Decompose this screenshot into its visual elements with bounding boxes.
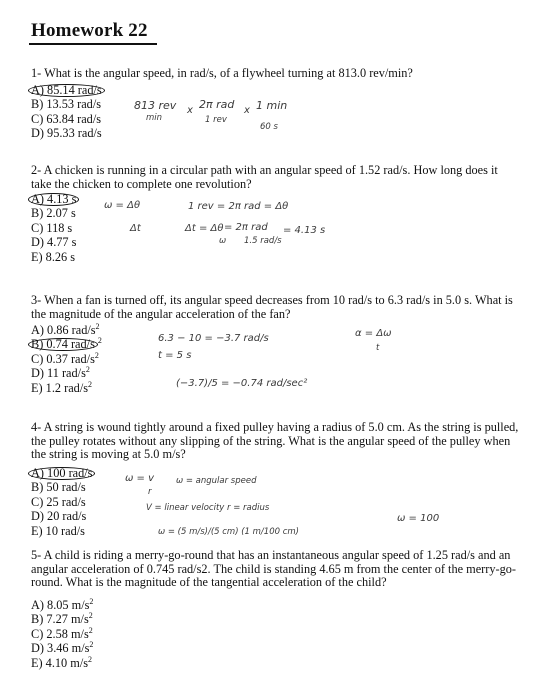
option-c: C) 25 rad/s bbox=[31, 494, 86, 509]
handwritten-note: 60 s bbox=[260, 122, 278, 132]
option-e: E) 4.10 $m/s^2$ bbox=[31, 654, 93, 670]
question-stem: 3- When a fan is turned off, its angular speed decreases from 10 rad/s to 6.3 rad/s in 5.0 s. What is the magnitude of the angular acceleration of the fan? bbox=[31, 293, 513, 321]
option-a: A) 4.13 s bbox=[31, 192, 79, 206]
handwritten-note: Δt bbox=[130, 223, 141, 234]
handwritten-note: ω = Δθ bbox=[104, 200, 141, 211]
option-b: B) 50 rad/s bbox=[31, 480, 86, 495]
question-stem: 2- A chicken is running in a circular path with an angular speed of 1.52 rad/s. How long does it take the chicken to complete one revolution? bbox=[31, 163, 498, 191]
handwritten-note: x bbox=[244, 105, 250, 116]
handwritten-note: 1 rev = 2π rad = Δθ bbox=[188, 201, 289, 212]
question-stem: 4- A string is wound tightly around a fixed pulley having a radius of 5.0 cm. As the string is pulled, the pulley rotates without any slipping of the string. What is the angular speed of the pulley when the string is moving at 5.0 m/s? bbox=[31, 420, 519, 461]
option-b: B) 2.07 s bbox=[31, 206, 76, 221]
option-a: A) 85.14 rad/s bbox=[31, 83, 105, 97]
page-title: Homework 22 bbox=[31, 20, 148, 41]
question-2-options bbox=[31, 192, 79, 264]
handwritten-note: ω bbox=[219, 236, 227, 246]
question-1-options bbox=[31, 83, 105, 141]
handwritten-note: ω = v bbox=[125, 473, 155, 484]
option-d: D) 4.77 s bbox=[31, 235, 77, 250]
handwritten-note: ω = 100 bbox=[397, 513, 440, 524]
handwritten-note: = 4.13 s bbox=[283, 225, 326, 236]
option-c: C) 118 s bbox=[31, 220, 73, 235]
handwritten-note: (−3.7)/5 = −0.74 rad/sec² bbox=[176, 378, 308, 389]
handwritten-note: 813 rev bbox=[134, 99, 177, 112]
handwritten-note: = 2π rad bbox=[224, 222, 268, 233]
option-d: D) 11 rad/$s^2$ bbox=[31, 365, 90, 381]
handwritten-note: 1 min bbox=[256, 99, 288, 112]
option-e: E) 8.26 s bbox=[31, 249, 76, 264]
question-stem: 5- A child is riding a merry-go-round that has an instantaneous angular speed of 1.25 rad/s and an angular acceleration of 0.745 rad/s2. The child is standing 4.65 m from the center of the merry-go-round. What is the magnitude of the tangential acceleration of the child? bbox=[31, 548, 517, 589]
handwritten-note: Δt = Δθ bbox=[185, 223, 224, 234]
option-b: B) 13.53 rad/s bbox=[31, 97, 102, 112]
handwritten-note: r bbox=[148, 487, 152, 497]
question-3-options bbox=[31, 323, 102, 395]
handwritten-note: 6.3 − 10 = −3.7 rad/s bbox=[158, 333, 269, 344]
option-c: C) 0.37 rad/$s^2$ bbox=[31, 350, 99, 366]
question-4 bbox=[31, 421, 521, 462]
handwritten-note: 2π rad bbox=[199, 98, 235, 111]
option-c: C) 63.84 rad/s bbox=[31, 111, 102, 126]
question-3 bbox=[31, 294, 521, 321]
question-2 bbox=[31, 164, 511, 191]
question-4-options bbox=[31, 466, 95, 538]
option-b: B) 0.74 rad/s $^2$ bbox=[31, 337, 102, 351]
option-e: E) 10 rad/s bbox=[31, 523, 85, 538]
option-d: D) 3.46 $m/s^2$ bbox=[31, 640, 94, 656]
option-d: D) 95.33 rad/s bbox=[31, 126, 102, 141]
option-a: A) 100 rad/s bbox=[31, 466, 95, 480]
handwritten-note: V = linear velocity r = radius bbox=[146, 503, 270, 513]
question-stem: 1- What is the angular speed, in rad/s, of a flywheel turning at 813.0 rev/min? bbox=[31, 66, 413, 80]
handwritten-note: x bbox=[187, 105, 193, 116]
handwritten-note: t = 5 s bbox=[158, 350, 192, 361]
handwritten-note: ω = (5 m/s)/(5 cm) (1 m/100 cm) bbox=[158, 527, 299, 537]
option-c: C) 2.58 $m/s^2$ bbox=[31, 625, 93, 641]
option-a: A) 0.86 rad/$s^2$ bbox=[31, 321, 100, 337]
option-d: D) 20 rad/s bbox=[31, 509, 87, 524]
option-e: E) 1.2 rad/$s^2$ bbox=[31, 379, 93, 395]
option-a: A) 8.05 $m/s^2$ bbox=[31, 596, 94, 612]
handwritten-note: t bbox=[376, 343, 380, 353]
question-5-options bbox=[31, 598, 93, 670]
handwritten-note: 1 rev bbox=[205, 115, 227, 125]
handwritten-note: 1.5 rad/s bbox=[244, 236, 282, 246]
question-1 bbox=[31, 67, 501, 81]
option-b: B) 7.27 $m/s^2$ bbox=[31, 611, 93, 627]
handwritten-note: ω = angular speed bbox=[176, 476, 257, 486]
question-5 bbox=[31, 549, 521, 590]
handwritten-note: min bbox=[146, 113, 163, 123]
handwritten-note: α = Δω bbox=[355, 328, 392, 339]
title-underline bbox=[29, 43, 157, 45]
